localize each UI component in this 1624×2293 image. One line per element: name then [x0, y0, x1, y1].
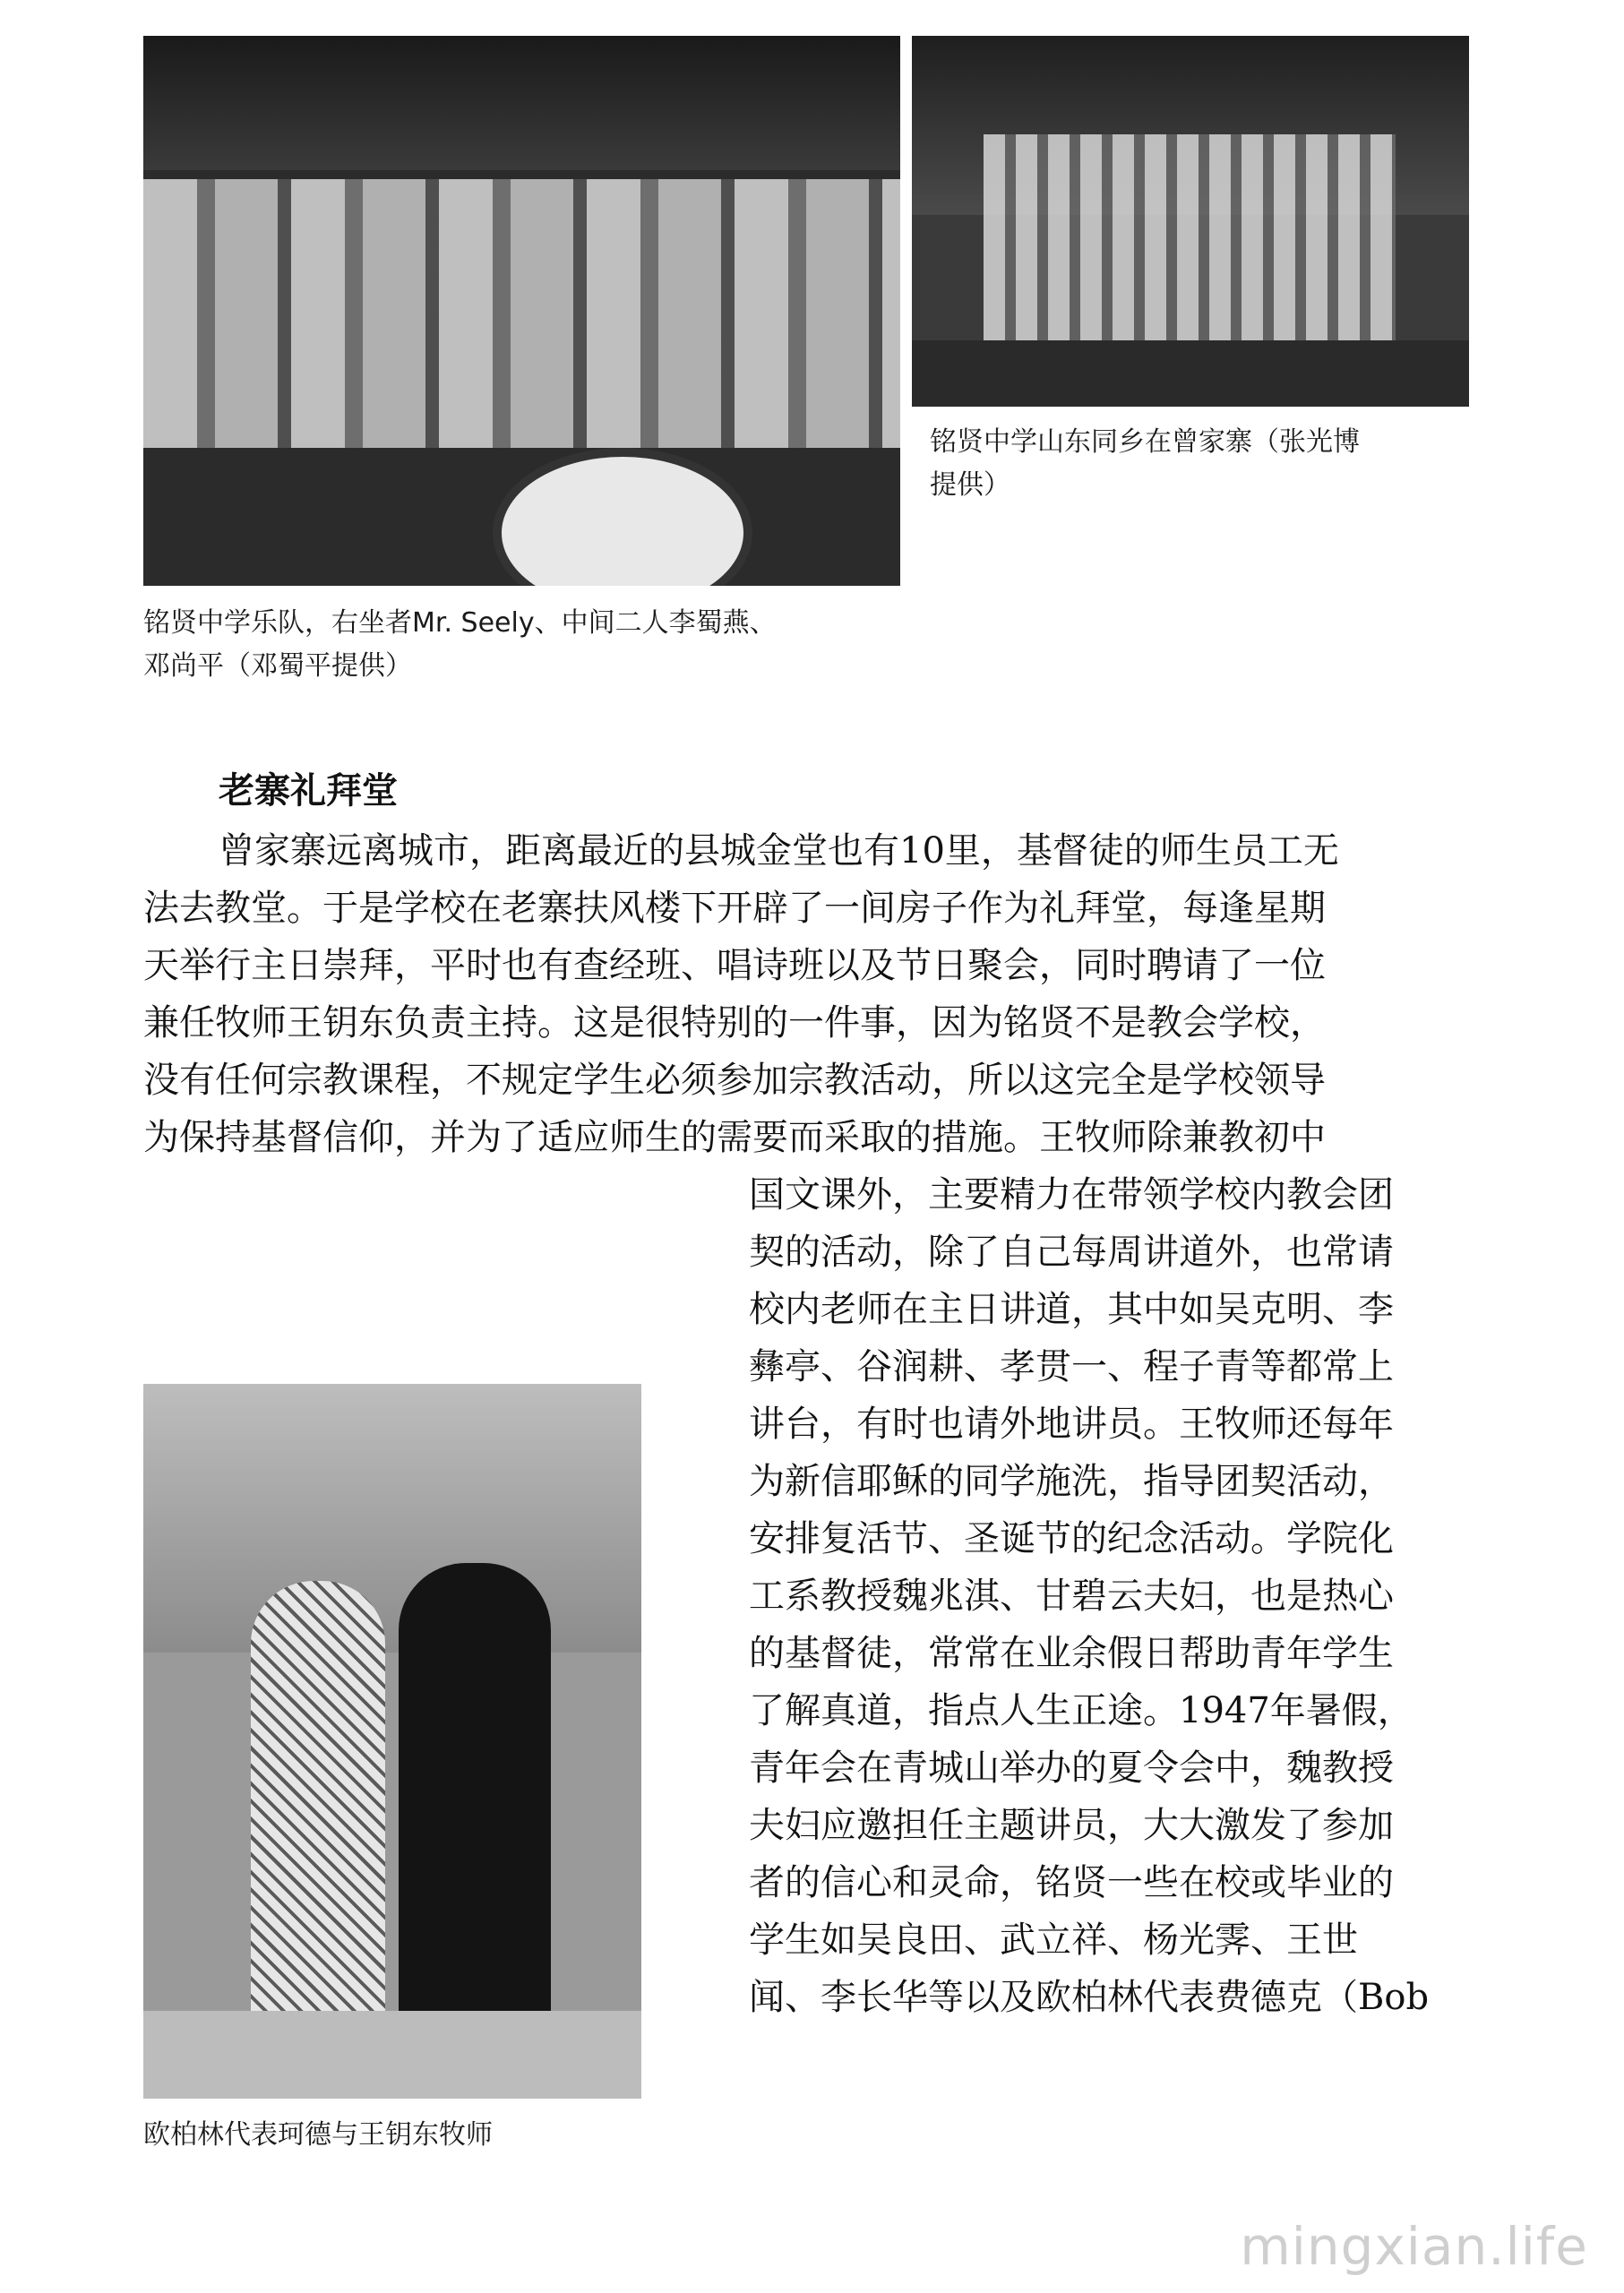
band-photo-sky	[143, 36, 900, 170]
article-line: 为保持基督信仰，并为了适应师生的需要而采取的措施。王牧师除兼教初中	[143, 1117, 1326, 1158]
band-photo	[143, 36, 900, 586]
article-line: 的基督徒，常常在业余假日帮助青年学生	[749, 1633, 1394, 1674]
article-line: 彝亭、谷润耕、孝贯一、程子青等都常上	[749, 1346, 1394, 1387]
couple-photo-man	[399, 1563, 551, 2074]
band-photo-drum	[493, 448, 752, 586]
shandong-group-caption	[930, 421, 1360, 507]
article-line: 天举行主日崇拜，平时也有查经班、唱诗班以及节日聚会，同时聘请了一位	[143, 945, 1326, 986]
article-line: 为新信耶稣的同学施洗，指导团契活动，	[749, 1461, 1394, 1502]
group-photo-ground	[912, 340, 1469, 407]
band-photo-figures	[143, 179, 900, 448]
article-line: 没有任何宗教课程，不规定学生必须参加宗教活动，所以这完全是学校领导	[143, 1060, 1326, 1101]
couple-photo-wall	[143, 1384, 641, 1653]
caption-line: 邓尚平（邓蜀平提供）	[143, 650, 412, 682]
caption-line: 欧柏林代表珂德与王钥东牧师	[143, 2119, 493, 2151]
band-photo-caption	[143, 602, 777, 688]
article-line: 安排复活节、圣诞节的纪念活动。学院化	[749, 1518, 1394, 1559]
article-line: 青年会在青城山举办的夏令会中，魏教授	[749, 1748, 1394, 1789]
article-line: 契的活动，除了自己每周讲道外，也常请	[749, 1232, 1394, 1273]
article-line: 国文课外，主要精力在带领学校内教会团	[749, 1174, 1394, 1215]
section-heading: 老寨礼拜堂	[219, 770, 398, 812]
article-line: 兼任牧师王钥东负责主持。这是很特别的一件事，因为铭贤不是教会学校，	[143, 1002, 1326, 1043]
caption-line: 铭贤中学乐队，右坐者Mr. Seely、中间二人李蜀燕、	[143, 607, 777, 639]
caption-line: 提供）	[930, 469, 1010, 501]
group-photo-people	[984, 134, 1396, 367]
article-line: 夫妇应邀担任主题讲员，大大激发了参加	[749, 1805, 1394, 1846]
article-line: 工系教授魏兆淇、甘碧云夫妇，也是热心	[749, 1576, 1394, 1617]
article-line: 曾家寨远离城市，距离最近的县城金堂也有10里，基督徒的师生员工无	[219, 830, 1339, 872]
article-line: 了解真道，指点人生正途。1947年暑假，	[749, 1690, 1413, 1731]
caption-line: 铭贤中学山东同乡在曾家寨（张光博	[930, 426, 1360, 458]
article-line: 者的信心和灵命，铭贤一些在校或毕业的	[749, 1862, 1394, 1903]
article-line: 法去教堂。于是学校在老寨扶风楼下开辟了一间房子作为礼拜堂，每逢星期	[143, 888, 1326, 929]
couple-photo	[143, 1384, 641, 2099]
watermark: mingxian.life	[1240, 2216, 1588, 2277]
article-line: 讲台，有时也请外地讲员。王牧师还每年	[749, 1404, 1394, 1445]
couple-photo-caption	[143, 2114, 493, 2157]
article-line: 校内老师在主日讲道，其中如吴克明、李	[749, 1289, 1394, 1330]
couple-photo-ground	[143, 2011, 641, 2099]
article-line: 学生如吴良田、武立祥、杨光霁、王世	[749, 1919, 1358, 1961]
couple-photo-woman	[251, 1581, 385, 2047]
shandong-group-photo	[912, 36, 1469, 407]
article-line: 闻、李长华等以及欧柏林代表费德克（Bob	[749, 1977, 1430, 2018]
